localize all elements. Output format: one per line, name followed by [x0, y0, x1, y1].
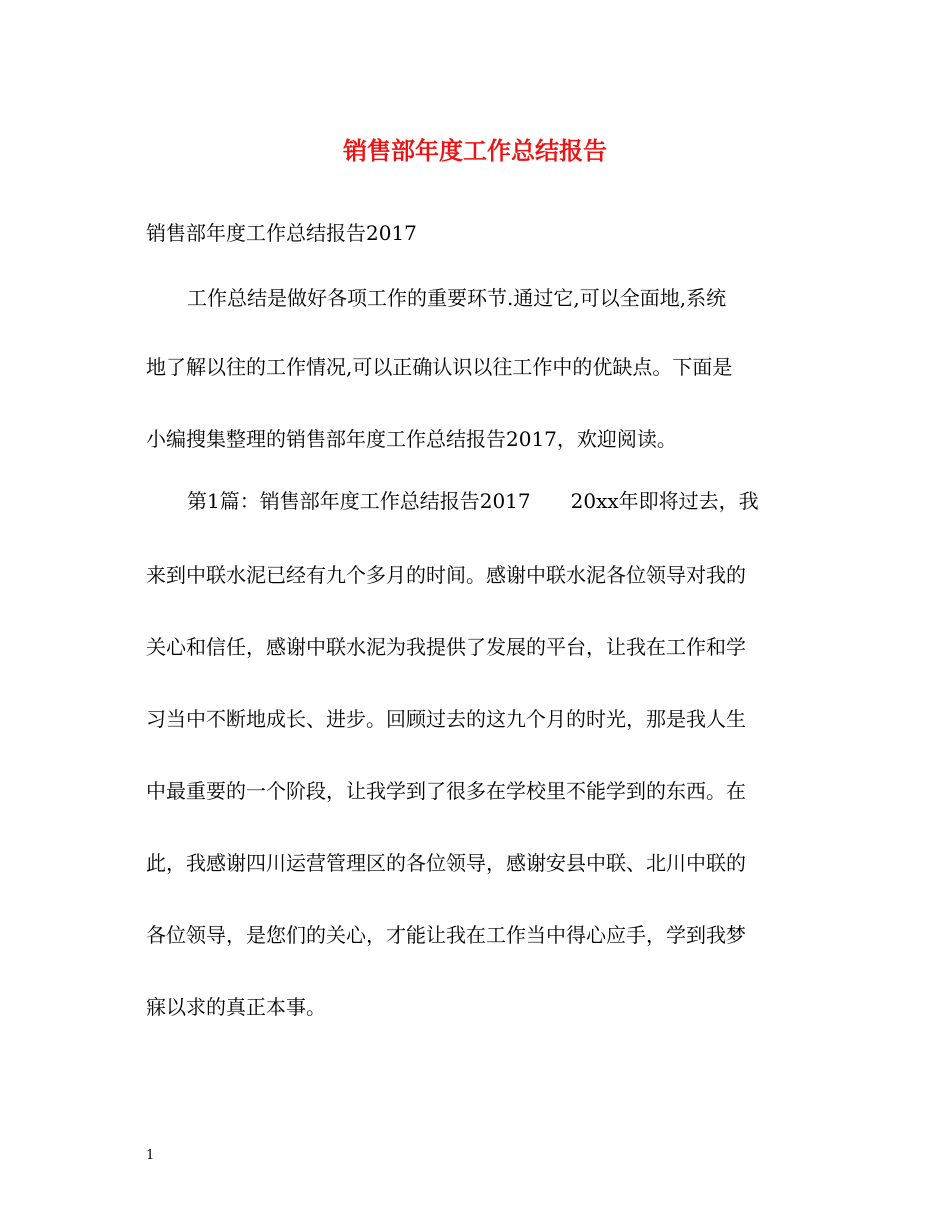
paragraph-line: 小编搜集整理的销售部年度工作总结报告2017，欢迎阅读。 [146, 427, 677, 451]
paragraph-line: 第1篇：销售部年度工作总结报告2017 20xx年即将过去，我 [187, 489, 759, 513]
paragraph-line: 各位领导，是您们的关心，才能让我在工作当中得心应手，学到我梦 [146, 923, 746, 947]
paragraph-line: 来到中联水泥已经有九个多月的时间。感谢中联水泥各位领导对我的 [146, 563, 746, 587]
paragraph-line: 寐以求的真正本事。 [146, 995, 326, 1019]
document-title: 销售部年度工作总结报告 [343, 136, 607, 165]
paragraph-line: 关心和信任，感谢中联水泥为我提供了发展的平台，让我在工作和学 [146, 635, 746, 659]
page-number: 1 [146, 1148, 155, 1163]
paragraph-line: 中最重要的一个阶段，让我学到了很多在学校里不能学到的东西。在 [146, 779, 746, 803]
paragraph-line: 地了解以往的工作情况,可以正确认识以往工作中的优缺点。下面是 [146, 355, 733, 379]
document-subtitle: 销售部年度工作总结报告2017 [146, 221, 417, 245]
paragraph-line: 习当中不断地成长、进步。回顾过去的这九个月的时光，那是我人生 [146, 707, 746, 731]
paragraph-line: 工作总结是做好各项工作的重要环节.通过它,可以全面地,系统 [187, 286, 727, 310]
paragraph-line: 此，我感谢四川运营管理区的各位领导，感谢安县中联、北川中联的 [146, 851, 746, 875]
